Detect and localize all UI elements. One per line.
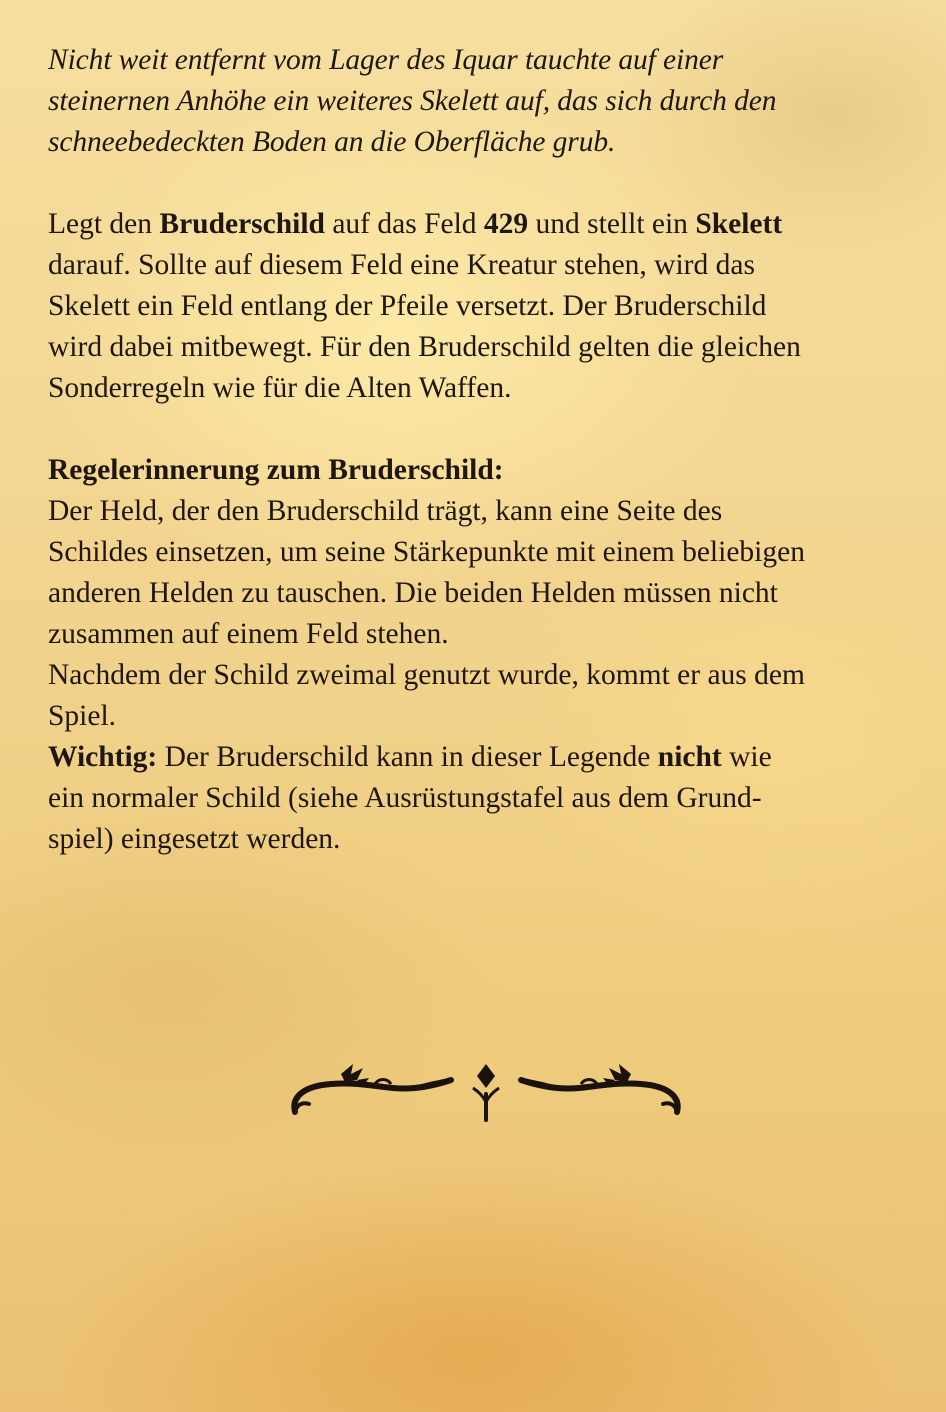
reminder-line: Nachdem der Schild zweimal genutzt wurde, kommt er aus dem [48,659,805,691]
paragraph-gap [48,163,928,204]
reminder-heading: Regelerinnerung zum Bruderschild: [48,454,504,486]
setup-text: und stellt ein [528,208,696,240]
card-text [48,40,928,860]
important-label: Wichtig: [48,741,158,773]
important-line: spiel) eingesetzt werden. [48,823,341,855]
reminder-line: Schildes einsetzen, um seine Stärkepunkte mit einem beliebigen [48,536,805,568]
reminder-line: anderen Helden zu tauschen. Die beiden Helden müssen nicht [48,577,778,609]
field-number: 429 [483,208,529,240]
bruderschild-term: Bruderschild [159,208,325,240]
intro-line: schneebedeckten Boden an die Oberfläche grub. [48,126,616,158]
flourish-ornament-icon [283,1050,689,1126]
important-line [48,737,928,778]
important-text: Der Bruderschild kann in dieser Legende [157,741,658,773]
setup-line: Sonderregeln wie für die Alten Waffen. [48,372,512,404]
reminder-line: Spiel. [48,700,117,732]
important-line: ein normaler Schild (siehe Ausrüstungstafel aus dem Grund- [48,782,762,814]
intro-narrative [48,40,928,163]
paragraph-gap [48,409,928,450]
skelett-term: Skelett [695,208,783,240]
setup-line: Skelett ein Feld entlang der Pfeile versetzt. Der Bruderschild [48,290,767,322]
setup-instructions [48,204,928,409]
setup-line: darauf. Sollte auf diesem Feld eine Kreatur stehen, wird das [48,249,755,281]
setup-text: Legt den [48,208,160,240]
nicht-term: nicht [657,741,722,773]
rule-reminder [48,450,928,860]
intro-line: steinernen Anhöhe ein weiteres Skelett auf, das sich durch den [48,85,777,117]
setup-text: auf das Feld [324,208,484,240]
setup-line [48,204,928,245]
setup-line: wird dabei mitbewegt. Für den Bruderschild gelten die gleichen [48,331,801,363]
reminder-line: Der Held, der den Bruderschild trägt, kann eine Seite des [48,495,723,527]
intro-line: Nicht weit entfernt vom Lager des Iquar tauchte auf einer [48,44,724,76]
reminder-line: zusammen auf einem Feld stehen. [48,618,449,650]
important-text: wie [721,741,772,773]
